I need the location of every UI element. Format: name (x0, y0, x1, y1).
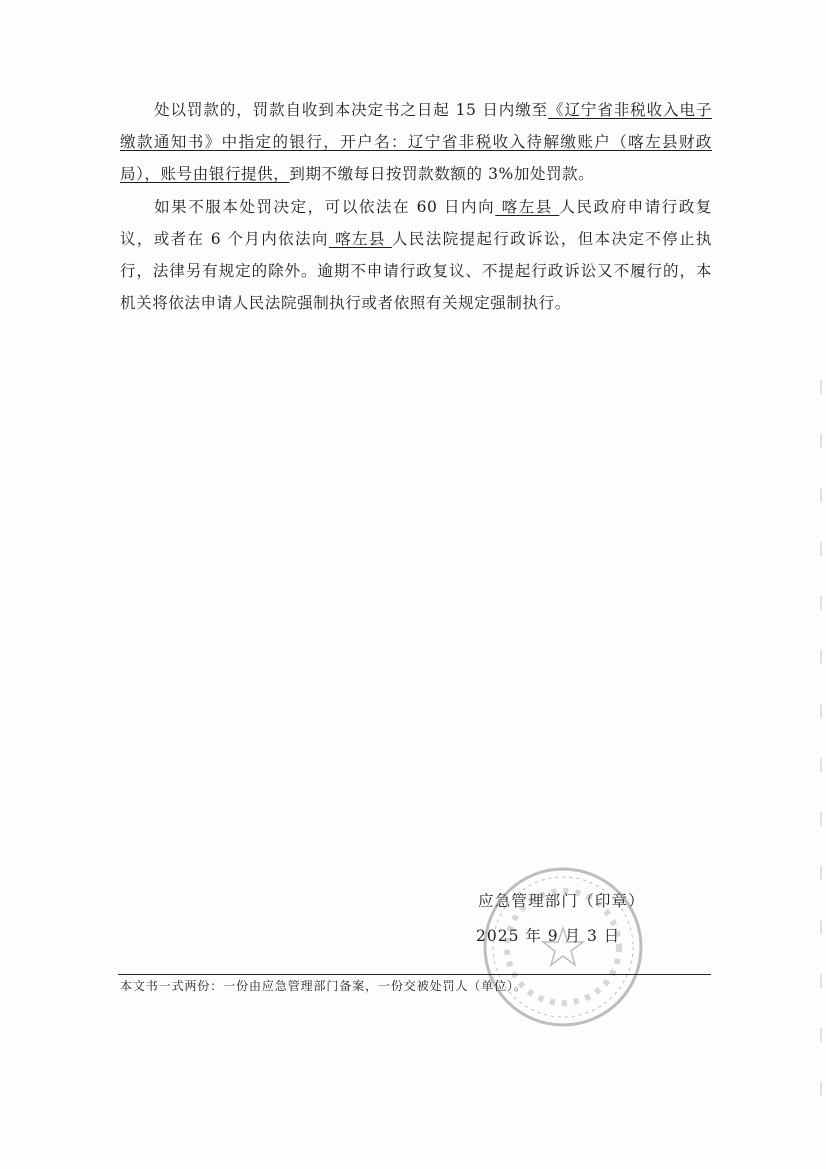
issue-date: 2025 年 9 月 3 日 (476, 927, 621, 945)
scan-edge-mark (820, 380, 822, 1100)
paragraph-text: 人民政府申请行政复议，或者在 6 个月内依法向 (120, 198, 712, 248)
paragraph-text: 处以罚款的，罚款自收到本决定书之日起 15 日内缴至 (154, 101, 549, 119)
issuing-department: 应急管理部门（印章） (478, 892, 646, 910)
official-seal-stamp (478, 862, 648, 1032)
paragraph-text: 如果不服本处罚决定，可以依法在 60 日内向 (154, 198, 496, 216)
underlined-county-name: 喀左县 (328, 230, 393, 248)
paragraph-text: 人民法院提起行政诉讼，但本决定不停止执行，法律另有规定的除外。逾期不申请行政复议、不提起行政诉讼又不履行的，本机关将依法申请人民法院强制执行或者依照有关规定强制执行。 (120, 230, 713, 312)
underlined-bank-info: 《辽宁省非税收入电子缴款通知书》中指定的银行，开户名：辽宁省非税收入待解缴账户（喀左县财政局），账号由银行提供， (120, 101, 712, 183)
paragraph-text: 到期不缴每日按罚款数额的 3%加处罚款。 (289, 165, 595, 183)
footer-divider (118, 974, 711, 975)
footer-note: 本文书一式两份：一份由应急管理部门备案，一份交被处罚人（单位）。 (120, 979, 527, 993)
appeal-rights-paragraph (120, 191, 712, 319)
underlined-county-name: 喀左县 (495, 198, 560, 216)
payment-instructions-paragraph (120, 94, 712, 190)
